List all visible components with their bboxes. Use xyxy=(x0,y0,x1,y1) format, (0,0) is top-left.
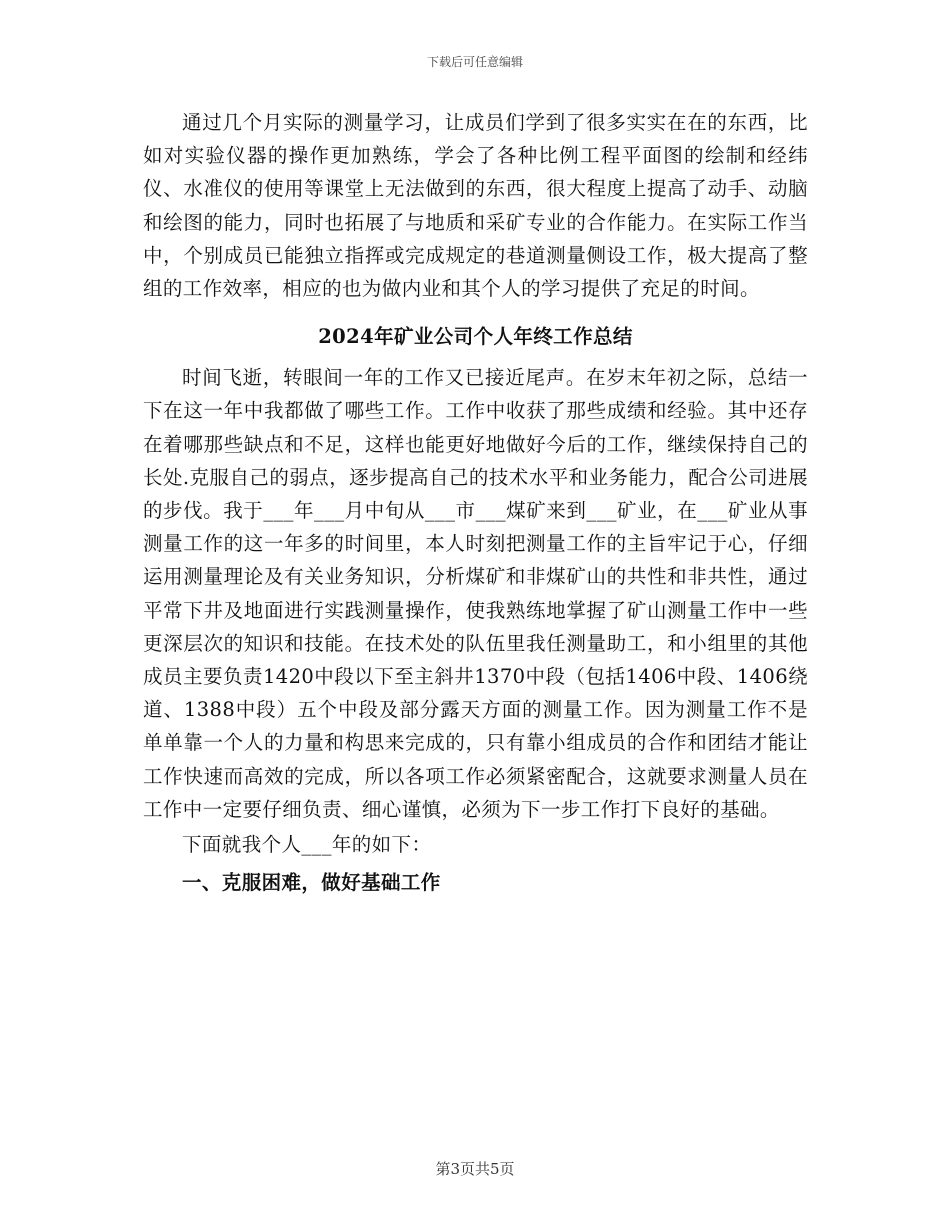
page-header: 下载后可任意编辑 xyxy=(426,55,523,69)
paragraph-summary-lead: 下面就我个人___年的如下： xyxy=(182,833,432,857)
document-body xyxy=(143,106,808,901)
page-footer: 第3页共5页 xyxy=(435,1160,515,1178)
paragraph-intro: 通过几个月实际的测量学习，让成员们学到了很多实实在在的东西，比如对实验仪器的操作更加熟练，学会了各种比例工程平面图的绘制和经纬仪、水准仪的使用等课堂上无法做到的东西，很大程度上提高了动手、动脑和绘图的能力，同时也拓展了与地质和采矿专业的合作能力。在实际工作当中，个别成员已能独立指挥或完成规定的巷道测量侧设工作，极大提高了整组的工作效率，相应的也为做内业和其个人的学习提供了充足的时间。 xyxy=(143,111,808,301)
section-heading: 一、克服困难，做好基础工作 xyxy=(182,871,441,895)
document-title: 2024年矿业公司个人年终工作总结 xyxy=(318,325,633,349)
paragraph-main: 时间飞逝，转眼间一年的工作又已接近尾声。在岁末年初之际，总结一下在这一年中我都做了哪些工作。工作中收获了那些成绩和经验。其中还存在着哪那些缺点和不足，这样也能更好地做好今后的工作，继续保持自己的长处.克服自己的弱点，逐步提高自己的技术水平和业务能力，配合公司进展的步伐。我于___年___月中旬从___市___煤矿来到___矿业，在___矿业从事测量工作的这一年多的时间里，本人时刻把测量工作的主旨牢记于心，仔细运用测量理论及有关业务知识，分析煤矿和非煤矿山的共性和非共性，通过平常下井及地面进行实践测量操作，使我熟练地掌握了矿山测量工作中一些更深层次的知识和技能。在技术处的队伍里我任测量助工，和小组里的其他成员主要负责1420中段以下至主斜井1370中段（包括1406中段、1406绕道、1388中段）五个中段及部分露天方面的测量工作。因为测量工作不是单单靠一个人的力量和构思来完成的，只有靠小组成员的合作和团结才能让工作快速而高效的完成，所以各项工作必须紧密配合，这就要求测量人员在工作中一定要仔细负责、细心谨慎，必须为下一步工作打下良好的基础。 xyxy=(143,366,808,821)
